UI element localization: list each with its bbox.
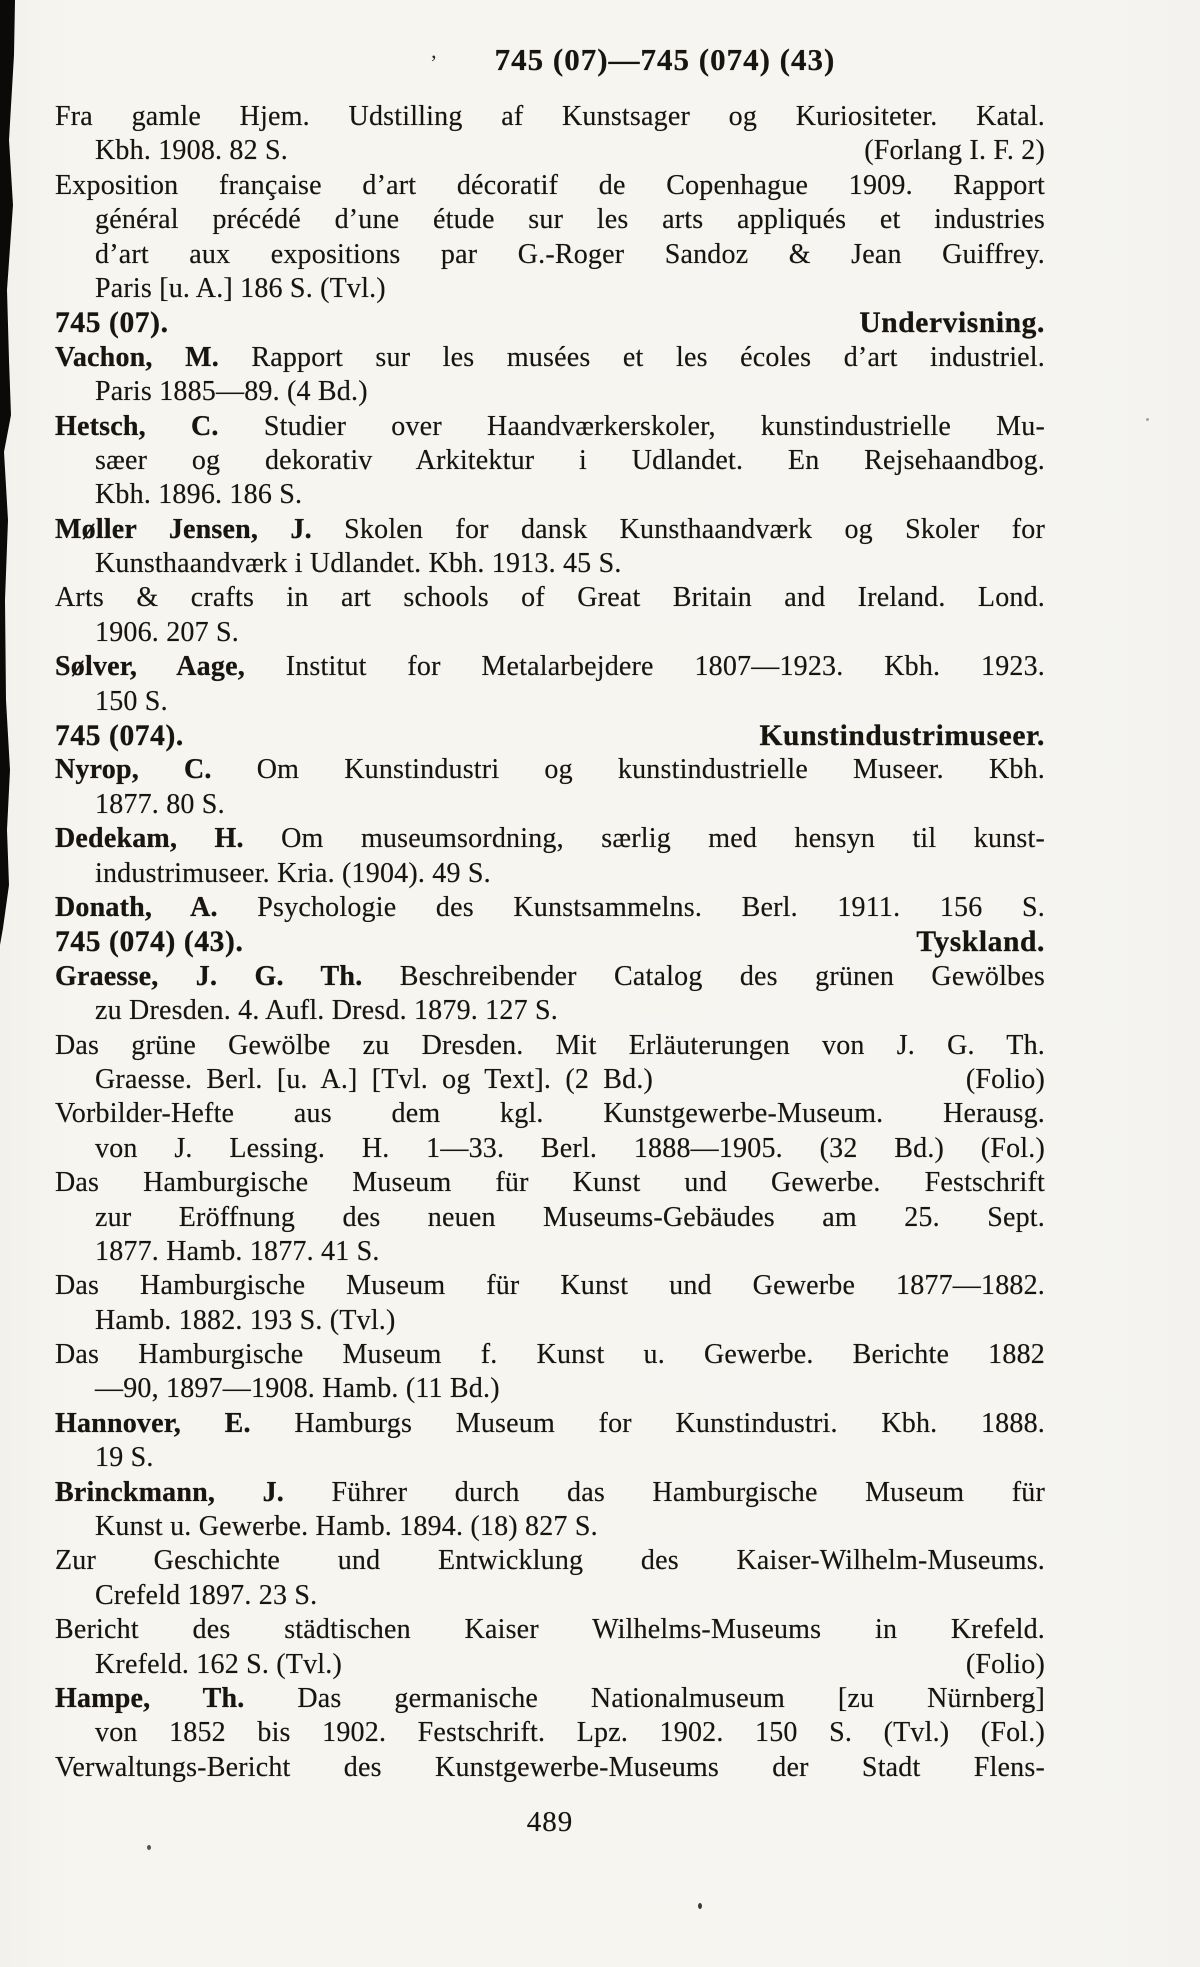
catalog-line-text xyxy=(55,651,1045,682)
entry-text: industrimuseer. Kria. (1904). 49 S. xyxy=(95,857,491,889)
entry-text: 19 S. xyxy=(95,1442,154,1474)
catalog-line xyxy=(55,410,1045,444)
catalog-line xyxy=(55,1338,1045,1372)
catalog-line-text xyxy=(95,134,288,168)
entry-text: Führer durch das Hamburgische Museum für xyxy=(284,1476,1045,1508)
catalog-line xyxy=(55,134,1045,168)
running-head-classification: 745 (07)—745 (074) (43) xyxy=(494,42,836,77)
entry-text: Exposition française d’art décoratif de Copenhague 1909. Rapport xyxy=(55,169,1045,201)
entry-text: Psychologie des Kunstsammelns. Berl. 1911. 156 S. xyxy=(217,891,1045,923)
catalog-line-text xyxy=(55,1339,1045,1370)
entry-text: d’art aux expositions par G.-Roger Sandoz & Jean Guiffrey. xyxy=(95,238,1045,270)
catalog-line-text xyxy=(95,789,225,820)
entry-text: Beschreibender Catalog des grünen Gewölbes xyxy=(362,960,1045,992)
entry-text: Om Kunstindustri og kunstindustrielle Museer. Kbh. xyxy=(211,754,1045,786)
entry-text: 1877. 80 S. xyxy=(95,788,225,820)
catalog-line xyxy=(55,1716,1045,1750)
catalog-line xyxy=(55,100,1045,134)
catalog-line xyxy=(55,1132,1045,1166)
catalog-line xyxy=(55,753,1045,787)
catalog-line xyxy=(55,1372,1045,1406)
catalog-line-text xyxy=(55,1098,1045,1129)
catalog-line xyxy=(55,616,1045,650)
catalog-line xyxy=(55,1613,1045,1647)
catalog-line-text xyxy=(55,1030,1045,1061)
entry-text: sæer og dekorativ Arkitektur i Udlandet. En Rejsehaandbog. xyxy=(95,444,1045,476)
catalog-line xyxy=(55,1648,1045,1682)
entry-text: Kbh. 1908. 82 S. xyxy=(95,135,288,167)
catalog-line-text xyxy=(55,514,1045,545)
right-aligned-note: (Folio) xyxy=(965,1063,1045,1095)
catalog-line-text xyxy=(55,754,1045,785)
catalog-line-text xyxy=(95,1580,317,1611)
catalog-line-text xyxy=(95,1236,380,1267)
entry-text: Arts & crafts in art schools of Great Britain and Ireland. Lond. xyxy=(55,582,1045,614)
author-name: Donath, A. xyxy=(55,891,218,923)
catalog-line xyxy=(55,169,1045,203)
section-title: Kunstindustrimuseer. xyxy=(759,720,1045,753)
catalog-line-text xyxy=(95,1442,154,1473)
catalog-line-text xyxy=(95,239,1045,270)
entry-text: Paris [u. A.] 186 S. (Tvl.) xyxy=(95,272,386,304)
catalog-line-text xyxy=(55,1614,1045,1645)
entry-text: 1877. Hamb. 1877. 41 S. xyxy=(95,1235,380,1267)
entry-text: Fra gamle Hjem. Udstilling af Kunstsager og Kuriositeter. Katal. xyxy=(55,101,1045,132)
entry-text: Das germanische Nationalmuseum [zu Nürnberg] xyxy=(244,1682,1045,1714)
entry-text: Graesse. Berl. [u. A.] [Tvl. og Text]. (2 Bd.) xyxy=(95,1063,654,1095)
catalog-line xyxy=(55,1407,1045,1441)
catalog-line xyxy=(55,547,1045,581)
entry-text: zu Dresden. 4. Aufl. Dresd. 1879. 127 S. xyxy=(95,995,558,1027)
catalog-line xyxy=(55,1510,1045,1544)
author-name: Møller Jensen, J. xyxy=(55,513,312,545)
catalog-line-text xyxy=(95,1063,653,1097)
catalog-line xyxy=(55,1166,1045,1200)
scan-speck xyxy=(147,1845,151,1850)
author-name: Sølver, Aage, xyxy=(55,651,245,683)
catalog-line xyxy=(55,1304,1045,1338)
catalog-line-text xyxy=(95,1133,1045,1164)
catalog-line xyxy=(55,1063,1045,1097)
entry-text: Kunsthaandværk i Udlandet. Kbh. 1913. 45 S. xyxy=(95,548,622,580)
catalog-line xyxy=(55,788,1045,822)
catalog-line xyxy=(55,1269,1045,1303)
entry-text: Das grüne Gewölbe zu Dresden. Mit Erläuterungen von J. G. Th. xyxy=(55,1029,1045,1061)
catalog-line-text xyxy=(95,548,622,579)
entry-text: Bericht des städtischen Kaiser Wilhelms-Museums in Krefeld. xyxy=(55,1614,1045,1646)
catalog-line-text xyxy=(95,858,491,889)
catalog-line-text xyxy=(95,1717,1045,1748)
entry-text: 150 S. xyxy=(95,685,168,717)
catalog-line xyxy=(55,375,1045,409)
catalog-line xyxy=(55,238,1045,272)
entry-text: Zur Geschichte und Entwicklung des Kaiser-Wilhelm-Museums. xyxy=(55,1545,1045,1577)
entry-text: Institut for Metalarbejdere 1807—1923. Kbh. 1923. xyxy=(244,651,1046,683)
classification-code: 745 (07). xyxy=(55,307,169,340)
catalog-line xyxy=(55,272,1045,306)
catalog-line-text xyxy=(55,1683,1045,1714)
catalog-line xyxy=(55,891,1045,925)
scan-gutter-shadow xyxy=(0,0,20,945)
entry-text: Studier over Haandværkerskoler, kunstindustrielle Mu- xyxy=(218,410,1045,442)
entry-text: Krefeld. 162 S. (Tvl.) xyxy=(95,1648,343,1680)
entry-text: zur Eröffnung des neuen Museums-Gebäudes am 25. Sept. xyxy=(95,1201,1045,1233)
author-name: Graesse, J. G. Th. xyxy=(55,960,363,992)
catalog-line xyxy=(55,1235,1045,1269)
page-number: 489 xyxy=(526,1806,574,1838)
section-heading-line xyxy=(55,306,1045,340)
catalog-line-text xyxy=(55,1477,1045,1508)
scan-speck xyxy=(698,1903,702,1909)
catalog-line xyxy=(55,341,1045,375)
section-title: Tyskland. xyxy=(916,926,1045,959)
author-name: Nyrop, C. xyxy=(55,754,212,786)
catalog-line xyxy=(55,1751,1045,1785)
entry-text: Paris 1885—89. (4 Bd.) xyxy=(95,376,368,408)
entry-text: Skolen for dansk Kunsthaandværk og Skoler for xyxy=(311,513,1045,545)
entry-text: Das Hamburgische Museum f. Kunst u. Gewerbe. Berichte 1882 xyxy=(55,1339,1045,1371)
catalog-line xyxy=(55,1544,1045,1578)
catalog-line xyxy=(55,581,1045,615)
author-name: Hampe, Th. xyxy=(55,1682,245,1714)
entry-text: Hamburgs Museum for Kunstindustri. Kbh. 1888. xyxy=(250,1407,1045,1439)
right-aligned-note: (Forlang I. F. 2) xyxy=(864,135,1045,167)
classification-code: 745 (074) (43). xyxy=(55,926,244,959)
catalog-line xyxy=(55,1201,1045,1235)
catalog-line-text xyxy=(95,479,302,510)
classification-code: 745 (074). xyxy=(55,720,184,753)
entry-text: Kunst u. Gewerbe. Hamb. 1894. (18) 827 S. xyxy=(95,1511,598,1543)
catalog-line xyxy=(55,960,1045,994)
text-block xyxy=(55,100,1045,1785)
catalog-line-text xyxy=(95,1305,396,1336)
catalog-line-text xyxy=(55,582,1045,613)
catalog-line-text xyxy=(95,204,1045,235)
entry-text: von 1852 bis 1902. Festschrift. Lpz. 1902. 150 S. (Tvl.) (Fol.) xyxy=(95,1717,1045,1749)
catalog-line xyxy=(55,444,1045,478)
entry-text: Om museumsordning, særlig med hensyn til kunst- xyxy=(243,823,1045,855)
section-heading-line xyxy=(55,925,1045,959)
entry-text: von J. Lessing. H. 1—33. Berl. 1888—1905. (32 Bd.) (Fol.) xyxy=(95,1132,1045,1164)
catalog-line xyxy=(55,1682,1045,1716)
author-name: Brinckmann, J. xyxy=(55,1476,284,1508)
author-name: Hannover, E. xyxy=(55,1407,251,1439)
catalog-line-text xyxy=(95,445,1045,476)
catalog-line-text xyxy=(95,686,168,717)
entry-text: Das Hamburgische Museum für Kunst und Gewerbe 1877—1882. xyxy=(55,1270,1045,1302)
catalog-line xyxy=(55,203,1045,237)
entry-text: Crefeld 1897. 23 S. xyxy=(95,1579,318,1611)
catalog-line xyxy=(55,478,1045,512)
entry-text: Vorbilder-Hefte aus dem kgl. Kunstgewerbe-Museum. Herausg. xyxy=(55,1098,1045,1130)
catalog-line xyxy=(55,1476,1045,1510)
catalog-line-text xyxy=(95,273,386,304)
catalog-line-text xyxy=(55,342,1045,373)
catalog-line xyxy=(55,1441,1045,1475)
catalog-line-text xyxy=(95,995,558,1026)
entry-text: 1906. 207 S. xyxy=(95,616,239,648)
scan-speck xyxy=(1146,418,1149,421)
catalog-line-text xyxy=(55,411,1045,442)
catalog-line-text xyxy=(55,961,1045,992)
catalog-line-text xyxy=(95,1648,342,1682)
catalog-line xyxy=(55,650,1045,684)
entry-text: —90, 1897—1908. Hamb. (11 Bd.) xyxy=(95,1373,500,1405)
catalog-line xyxy=(55,994,1045,1028)
entry-text: général précédé d’une étude sur les arts appliqués et industries xyxy=(95,204,1045,236)
author-name: Hetsch, C. xyxy=(55,410,219,442)
catalog-line-text xyxy=(95,1373,500,1404)
entry-text: Kbh. 1896. 186 S. xyxy=(95,479,303,511)
right-aligned-note: (Folio) xyxy=(965,1648,1045,1680)
catalog-line-text xyxy=(95,376,368,407)
entry-text: Rapport sur les musées et les écoles d’art industriel. xyxy=(218,341,1045,373)
entry-text: Verwaltungs-Bericht des Kunstgewerbe-Museums der Stadt Flens- xyxy=(55,1751,1045,1783)
entry-text: Hamb. 1882. 193 S. (Tvl.) xyxy=(95,1304,396,1336)
catalog-line xyxy=(55,822,1045,856)
catalog-line-text xyxy=(95,1511,598,1542)
catalog-line-text xyxy=(55,170,1045,201)
catalog-line-text xyxy=(95,1202,1045,1233)
catalog-line-text xyxy=(55,1408,1045,1439)
author-name: Vachon, M. xyxy=(55,341,219,373)
catalog-line-text xyxy=(55,1167,1045,1198)
catalog-line-text xyxy=(95,617,239,648)
catalog-line xyxy=(55,1579,1045,1613)
catalog-line-text xyxy=(55,1545,1045,1576)
catalog-line-text xyxy=(55,823,1045,854)
catalog-line xyxy=(55,1029,1045,1063)
catalog-line-text xyxy=(55,892,1045,923)
catalog-line-text xyxy=(55,1752,1045,1783)
entry-text: Das Hamburgische Museum für Kunst und Gewerbe. Festschrift xyxy=(55,1167,1045,1199)
scan-artifact-mark: ’ xyxy=(430,50,438,75)
author-name: Dedekam, H. xyxy=(55,823,244,855)
catalog-line-text xyxy=(55,101,1045,132)
catalog-line xyxy=(55,513,1045,547)
section-title: Undervisning. xyxy=(859,307,1045,340)
catalog-line-text xyxy=(55,1270,1045,1301)
catalog-line xyxy=(55,685,1045,719)
catalog-line xyxy=(55,1097,1045,1131)
catalog-line xyxy=(55,857,1045,891)
section-heading-line xyxy=(55,719,1045,753)
